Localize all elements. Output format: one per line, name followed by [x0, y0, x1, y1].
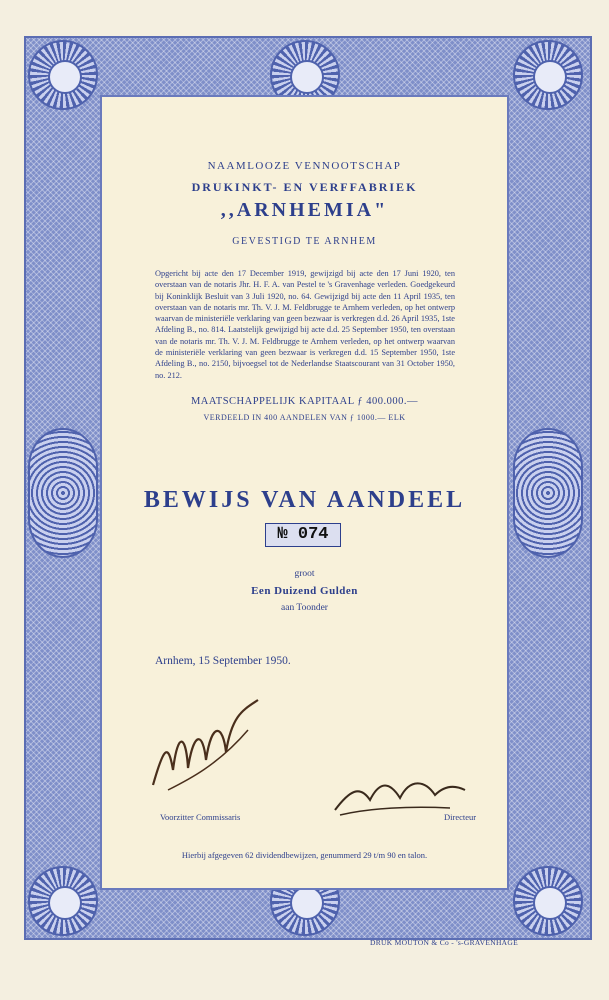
corner-rosette-icon	[513, 40, 583, 110]
director-label: Directeur	[444, 812, 477, 822]
side-medallion-icon	[28, 428, 98, 558]
corner-rosette-icon	[28, 40, 98, 110]
certificate-number: № 074	[265, 523, 341, 547]
side-medallion-icon	[513, 428, 583, 558]
chairman-label: Voorzitter Commissaris	[160, 812, 241, 822]
certificate-title: BEWIJS VAN AANDEEL	[143, 487, 466, 513]
share-amount: Een Duizend Gulden	[251, 585, 358, 597]
printer-imprint: DRUK MOUTON & Co - 's-GRAVENHAGE	[370, 938, 518, 947]
founding-text: Opgericht bij acte den 17 December 1919, gewijzigd bij acte den 17 Juni 1920, ten overstaan van de notaris Jhr. H. F. A. van Pestel te 's Gravenhage verleden. Goedgekeurd bij Koninklijk Besluit van 3 Juli 1920, no. 64. Gewijzigd bij acte den 11 April 1935, ten overstaan van de notaris mr. Th. V. J. M. Feldbrugge te Arnhem verleden, op het ontwerp waarvan de ministeriële verklaring van geen bezwaar is verkregen d.d. 26 April 1935, 1ste Afdeling B., no. 814. Laatstelijk gewijzigd bij acte d.d. 25 September 1950, ten overstaan van de notaris mr. Th. V. J. M. Feldbrugge te Arnhem verleden, op het ontwerp waarvan de ministeriële verklaring van geen bezwaar is verkregen d.d. 15 September 1950, 1ste Afdeling B., no. 2150, bijvoegsel tot de Nederlandse Staatscourant van 31 October 1950, no. 212.	[155, 269, 455, 380]
corner-rosette-icon	[28, 866, 98, 936]
shares-line: VERDEELD IN 400 AANDELEN VAN ƒ 1000.— ELK	[203, 413, 406, 422]
dividend-note: Hierbij afgegeven 62 dividendbewijzen, genummerd 29 t/m 90 en talon.	[181, 850, 428, 860]
company-type: NAAMLOOZE VENNOOTSCHAP	[207, 160, 402, 172]
signature-left	[148, 690, 268, 800]
place-date: Arnhem, 15 September 1950.	[155, 655, 291, 667]
bearer-label: aan Toonder	[281, 603, 328, 613]
company-business: DRUKINKT- EN VERFFABRIEK	[191, 180, 418, 194]
corner-rosette-icon	[513, 866, 583, 936]
company-name: ,,ARNHEMIA"	[220, 199, 389, 221]
capital-line: MAATSCHAPPELIJK KAPITAAL ƒ 400.000.—	[190, 396, 419, 407]
groot-label: groot	[294, 569, 315, 579]
company-seat: GEVESTIGD TE ARNHEM	[232, 236, 377, 247]
